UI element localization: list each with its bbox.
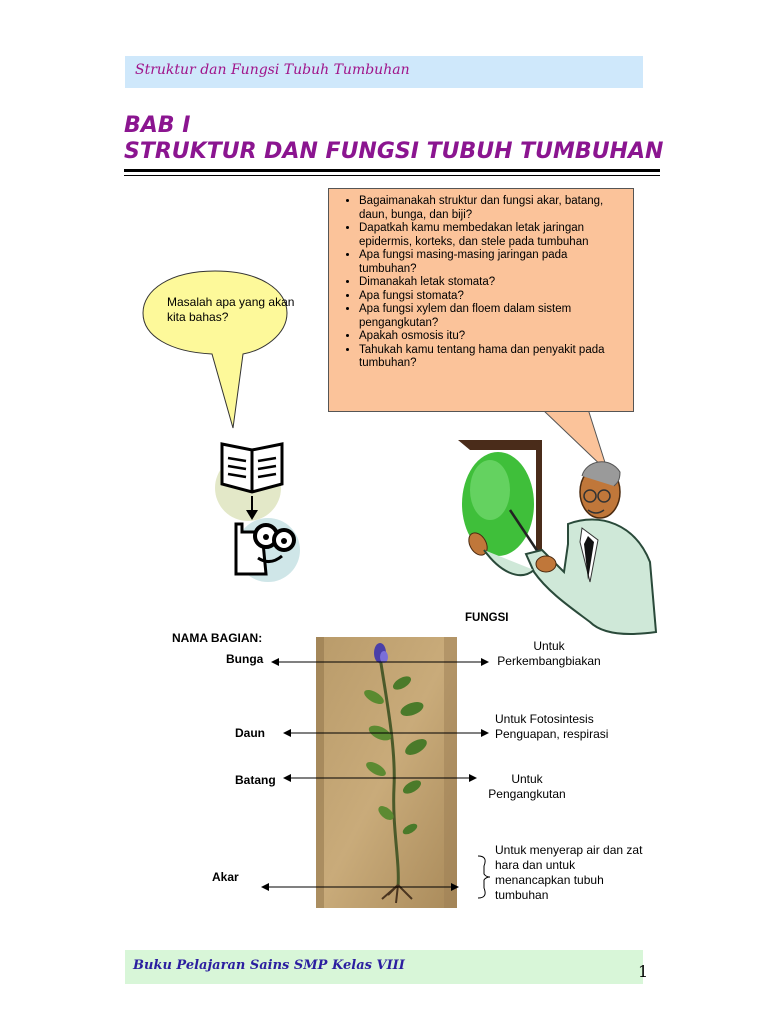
function-daun: Untuk Fotosintesis Penguapan, respirasi (495, 712, 609, 741)
title-rule-thin (124, 175, 660, 176)
chapter-number: BAB I (124, 113, 191, 138)
running-footer (125, 950, 643, 984)
running-header-text: Struktur dan Fungsi Tubuh Tumbuhan (135, 62, 410, 78)
title-rule (124, 169, 660, 172)
question-item: • Apa fungsi masing-masing jaringan pada tumbuhan? (359, 249, 625, 276)
running-header (125, 56, 643, 88)
part-label-akar: Akar (212, 870, 239, 884)
part-label-batang: Batang (235, 773, 276, 787)
question-item: • Tahukah kamu tentang hama dan penyakit pada tumbuhan? (359, 344, 625, 371)
function-akar: Untuk menyerap air dan zat hara dan untuk menancapkan tubuh tumbuhan (495, 843, 643, 902)
function-bunga: Untuk Perkembangbiakan (497, 639, 601, 668)
question-item: • Dapatkah kamu membedakan letak jaringan epidermis, korteks, dan stele pada tumbuhan (359, 222, 625, 249)
question-list (329, 189, 633, 371)
question-item: • Dimanakah letak stomata? (359, 276, 625, 290)
yellow-speech-bubble (140, 268, 290, 433)
nama-bagian-heading: NAMA BAGIAN: (172, 631, 263, 645)
question-item: • Apakah osmosis itu? (359, 330, 625, 344)
question-item: • Apa fungsi stomata? (359, 290, 625, 304)
plant-photo (316, 637, 457, 908)
page-number: 1 (638, 962, 649, 981)
question-box (328, 188, 634, 412)
fungsi-heading: FUNGSI (465, 612, 509, 624)
question-item: • Bagaimanakah struktur dan fungsi akar, batang, daun, bunga, dan biji? (359, 195, 625, 222)
yellow-bubble-text: Masalah apa yang akan kita bahas? (167, 295, 295, 324)
part-label-daun: Daun (235, 726, 265, 740)
chapter-title: STRUKTUR DAN FUNGSI TUBUH TUMBUHAN (124, 139, 664, 164)
question-item: • Apa fungsi xylem dan floem dalam sistem pengangkutan? (359, 303, 625, 330)
book-reader-clipart (212, 436, 304, 586)
teacher-pointing-clipart (450, 432, 660, 642)
part-label-bunga: Bunga (226, 652, 264, 666)
function-batang: Untuk Pengangkutan (488, 772, 566, 801)
footer-text: Buku Pelajaran Sains SMP Kelas VIII (133, 958, 405, 973)
